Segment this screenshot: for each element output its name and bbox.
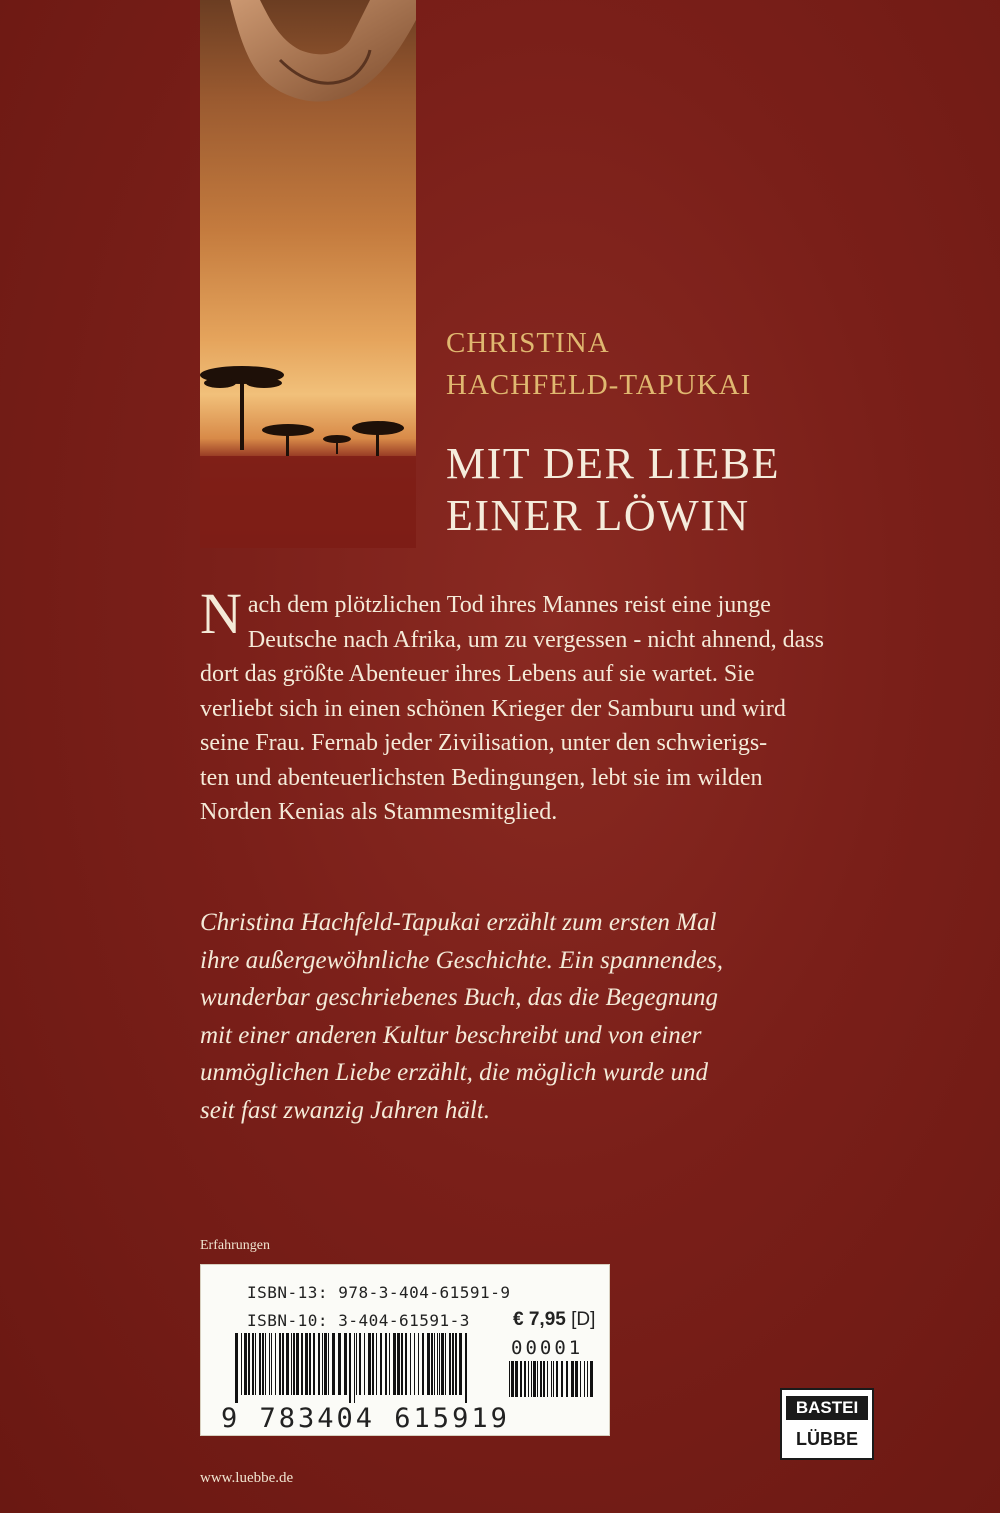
barcode-bar [553, 1361, 554, 1397]
blurb-line: seine Frau. Fernab jeder Zivilisation, unter den schwierigs- [200, 730, 768, 756]
barcode-bar [427, 1333, 430, 1395]
ean-barcode-icon [235, 1333, 467, 1403]
barcode-bar [575, 1361, 578, 1397]
author-name [446, 322, 751, 406]
barcode-bar [269, 1333, 270, 1395]
drop-cap: N [200, 581, 242, 646]
ean-digits: 9 783404 615919 [221, 1403, 510, 1434]
author-first-name: CHRISTINA [446, 327, 610, 359]
barcode-bar [235, 1333, 238, 1403]
barcode-bar [349, 1333, 351, 1403]
barcode-bar [356, 1333, 357, 1395]
blurb-line: Norden Kenias als Stammesmitglied. [200, 799, 558, 825]
barcode-bar [244, 1333, 247, 1395]
barcode-bar [422, 1333, 424, 1395]
barcode-bar [414, 1333, 415, 1395]
publisher-logo-top: BASTEI [786, 1396, 868, 1420]
hands-shape [230, 0, 416, 102]
barcode-bar [551, 1361, 552, 1397]
barcode-bar [301, 1333, 303, 1395]
review-line: wunderbar geschriebenes Buch, das die Begegnung [200, 984, 718, 1011]
barcode-bar [547, 1361, 548, 1397]
barcode-bar [389, 1333, 390, 1395]
savanna-illustration [200, 0, 416, 548]
publisher-logo [780, 1388, 874, 1460]
barcode-bar [324, 1333, 327, 1395]
book-title [446, 438, 780, 542]
barcode-bar [566, 1361, 568, 1397]
barcode-bar [372, 1333, 374, 1395]
barcode-bar [368, 1333, 371, 1395]
review-line: unmöglichen Liebe erzählt, die möglich wurde und [200, 1059, 709, 1086]
barcode-bar [537, 1361, 538, 1397]
barcode-bar [262, 1333, 264, 1395]
barcode-bar [385, 1333, 387, 1395]
barcode-bar [248, 1333, 250, 1395]
category-label: Erfahrungen [200, 1238, 270, 1253]
cover-photo-savanna [200, 0, 416, 548]
barcode-bar [520, 1361, 522, 1397]
blurb-line: Deutsche nach Afrika, um zu vergessen - nicht ahnend, dass [247, 626, 824, 653]
barcode-bar [380, 1333, 382, 1395]
barcode-bar [441, 1333, 444, 1395]
price-region: [D] [571, 1309, 596, 1330]
barcode-bar [509, 1361, 510, 1397]
barcode-bar [286, 1333, 289, 1395]
barcode-bar [354, 1333, 355, 1403]
barcode-bar [584, 1361, 585, 1397]
barcode-bar [241, 1333, 242, 1395]
barcode-bar [410, 1333, 411, 1395]
barcode-label [200, 1264, 610, 1436]
barcode-bar [279, 1333, 281, 1395]
review-line: ihre außergewöhnliche Geschichte. Ein spannendes, [200, 946, 724, 974]
price-code: 00001 [511, 1337, 584, 1359]
barcode-bar [465, 1333, 467, 1403]
review-paragraph [200, 904, 900, 1129]
barcode-bar [296, 1333, 299, 1395]
barcode-bar [376, 1333, 377, 1395]
barcode-bar [590, 1361, 593, 1397]
barcode-bar [418, 1333, 419, 1395]
title-line-1: MIT DER LIEBE [446, 439, 780, 488]
barcode-bar [252, 1333, 254, 1395]
barcode-bar [439, 1333, 440, 1395]
barcode-bar [524, 1361, 526, 1397]
barcode-bar [452, 1333, 454, 1395]
author-last-name: HACHFELD-TAPUKAI [446, 369, 752, 401]
barcode-bar [540, 1361, 542, 1397]
isbn13-text: ISBN-13: 978-3-404-61591-9 [247, 1283, 511, 1302]
barcode-bar [393, 1333, 396, 1395]
review-line: seit fast zwanzig Jahren hält. [200, 1096, 491, 1124]
barcode-bar [364, 1333, 365, 1395]
blurb-line: ten und abenteuerlichsten Bedingungen, lebt sie im wilden [200, 764, 763, 791]
barcode-bar [556, 1361, 558, 1397]
barcode-bar [405, 1333, 407, 1395]
barcode-bar [259, 1333, 261, 1395]
barcode-bar [318, 1333, 320, 1395]
barcode-bar [401, 1333, 403, 1395]
isbn10-text: ISBN-10: 3-404-61591-3 [247, 1311, 470, 1330]
barcode-bar [459, 1333, 462, 1395]
barcode-bar [531, 1361, 532, 1397]
price-value: € 7,95 [513, 1309, 566, 1330]
barcode-bar [275, 1333, 276, 1395]
barcode-bar [332, 1333, 335, 1395]
barcode-bar [515, 1361, 518, 1397]
barcode-bar [528, 1361, 529, 1397]
barcode-bar [445, 1333, 446, 1395]
barcode-bar [322, 1333, 323, 1395]
barcode-bar [305, 1333, 308, 1395]
blurb-line: dort das größte Abenteuer ihres Lebens auf sie wartet. Sie [200, 661, 755, 687]
barcode-bar [580, 1361, 581, 1397]
title-line-2: EINER LÖWIN [446, 491, 750, 540]
barcode-bar [359, 1333, 361, 1395]
publisher-logo-bottom: LÜBBE [796, 1429, 858, 1449]
price-text [513, 1309, 595, 1331]
barcode-bar [437, 1333, 438, 1395]
barcode-bar [309, 1333, 311, 1395]
blurb-paragraph [200, 581, 890, 830]
addon-barcode-icon [509, 1361, 593, 1405]
acacia-trees [200, 366, 404, 456]
barcode-bar [255, 1333, 256, 1395]
review-line: mit einer anderen Kultur beschreibt und von einer [200, 1021, 702, 1049]
barcode-bar [291, 1333, 292, 1395]
review-line: Christina Hachfeld-Tapukai erzählt zum ersten Mal [200, 909, 717, 936]
barcode-bar [455, 1333, 457, 1395]
barcode-bar [434, 1333, 435, 1395]
blurb-line: ach dem plötzlichen Tod ihres Mannes reist eine junge [247, 592, 771, 618]
barcode-bar [511, 1361, 514, 1397]
barcode-bar [313, 1333, 315, 1395]
barcode-bar [271, 1333, 272, 1395]
barcode-bar [265, 1333, 266, 1395]
barcode-bar [543, 1361, 545, 1397]
blurb-line: verliebt sich in einen schönen Krieger der Samburu und wird [200, 695, 786, 722]
barcode-bar [449, 1333, 451, 1395]
barcode-bar [397, 1333, 400, 1395]
barcode-bar [561, 1361, 563, 1397]
barcode-bar [431, 1333, 433, 1395]
barcode-bar [587, 1361, 588, 1397]
barcode-bar [293, 1333, 295, 1395]
barcode-bar [338, 1333, 341, 1395]
barcode-bar [328, 1333, 329, 1395]
barcode-bar [282, 1333, 284, 1395]
publisher-website: www.luebbe.de [200, 1470, 294, 1486]
barcode-bar [571, 1361, 574, 1397]
barcode-bar [533, 1361, 536, 1397]
barcode-bar [344, 1333, 347, 1395]
